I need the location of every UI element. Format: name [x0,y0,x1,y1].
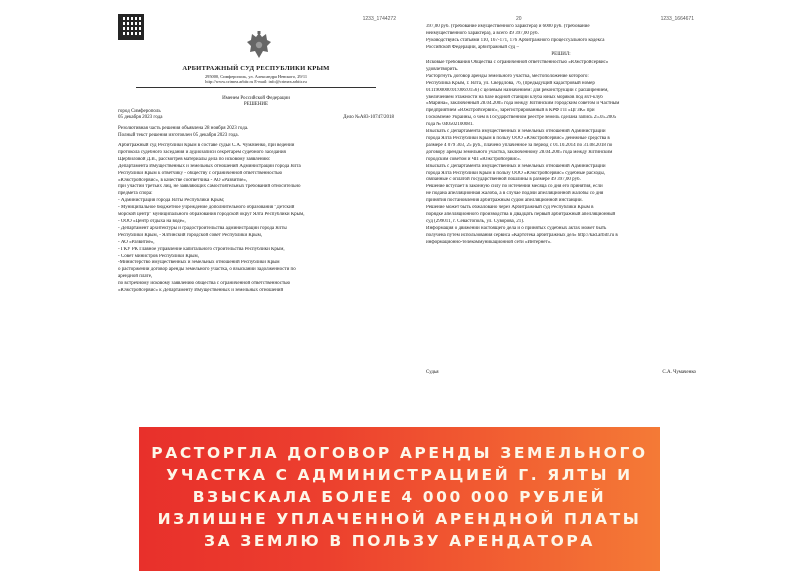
case-meta [118,109,394,114]
text-line: городским советом и ЧП «Южстройсервис». [426,156,522,162]
banner-line: ИЗЛИШНЕ УПЛАЧЕННОЙ АРЕНДНОЙ ПЛАТЫ [157,510,642,528]
text-line: морской центр" муниципального образования городской округ Ялта Республики Крым, [118,212,305,218]
text-line: Щербиловой Д.В., рассмотрев материалы дела по исковому заявлению: [118,156,271,162]
banner-line: ЗА ЗЕМЛЮ В ПОЛЬЗУ АРЕНДАТОРА [204,532,595,550]
resolution-note: Резолютивная часть решения объявлена 28 ноября 2023 года. Полный текст решения изготовлен 05 декабря 2023 года. [118,126,249,138]
text-line: Департамента Имущественных и земельных отношений Администрации города Ялта [118,163,301,169]
text-line: связанные с оплатой государственной пошлины в размере 49 397,00 руб. [426,177,581,183]
text-line: увеличением этажности на базе водной станции клуба юных моряков под яхт-клуб [426,94,603,100]
decision-body-left [118,143,394,295]
text-line: при участии третьих лиц, не заявляющих самостоятельных требований относительно [118,184,301,190]
text-line: удовлетворить. [426,66,459,72]
text-line: Руководствуясь статьями 110, 167-171, 176 Арбитражного процессуального кодекса [426,37,605,43]
text-line: Решение вступает в законную силу по истечении месяца со дня его принятия, если [426,184,603,190]
court-address: 295000, Симферополь, ул. Александра Невского, 29/11 http://www.crimea.arbitr.ru E-mail: info@crimea.arbitr.ru [204,74,308,84]
text-line: порядке апелляционного производства в Двадцать первый арбитражный апелляционный [426,211,616,217]
banner-line: РАСТОРГЛА ДОГОВОР АРЕНДЫ ЗЕМЕЛЬНОГО [151,444,648,462]
page-code: 1233_1664671 [660,16,694,22]
text-line: «Южстройсервис», в качестве соответчика - АО «Развитие», [118,177,248,183]
page-number: 20 [516,16,522,22]
document-page-left [106,0,406,420]
text-line: предприятием «Южстройсервис», зарегистрированный в КРФ ГП «ЦГЗК» при [426,108,595,114]
city: город Симферополь [118,109,161,114]
decision-body-right-top [426,24,696,52]
text-line: 0111900000:01:006:0156) с целевым назначением: для реконструкции с расширением, [426,87,609,93]
text-line: - АО «Развитие», [118,239,155,245]
court-title: АРБИТРАЖНЫЙ СУД РЕСПУБЛИКИ КРЫМ [182,65,330,72]
text-line: Взыскать с Департамента имущественных и земельных отношений Администрации [426,129,606,135]
text-line: - ГКУ РК Главное управление капитального строительства Республики Крым, [118,246,285,252]
page-number: 1233_1744272 [362,16,396,22]
text-line: Взыскать с Департамента имущественных и земельных отношений Администрации [426,163,606,169]
text-line: протокола судебного заседания и аудиозаписи секретарем судебного заседания [118,149,286,155]
text-line: - ООО «Центр отдыха на воде», [118,218,186,224]
text-line: Расторгнуть договор аренды земельного участка, местоположение которого: [426,73,589,79]
text-line: Республика Крым, г. Ялта, ул. Свердлова, 76, (предыдущий кадастровый номер [426,80,595,86]
text-line: арендной плате, [118,274,153,280]
headline-banner [139,427,660,571]
text-line: Решение может быть обжаловано через Арбитражный суд Республики Крым в [426,205,594,211]
decision-date: 05 декабря 2023 года [118,115,163,120]
text-line: принятия постановления арбитражным судом апелляционной инстанции. [426,198,583,204]
text-line: города Ялта Республики Крым в пользу ООО «Южстройсервис» судебные расходы, [426,170,606,176]
text-line: предмета спора: [118,191,153,197]
text-line: «Марина», заключенный 28.04.2005 года между Ялтинским городским советом и Частным [426,101,620,107]
text-line: - Совет министров Республики Крым, [118,253,199,259]
text-line: суд (299011, г. Севастополь, ул. Суворова, 21). [426,218,525,224]
text-line: - Администрация города Ялты Республики Крым; [118,198,225,204]
case-number: Дело №А83-10747/2018 [343,115,394,120]
coat-of-arms-icon [246,30,272,62]
text-line: Российской Федерации, арбитражный суд – [426,44,519,50]
text-line: о расторжении договор аренды земельного участка, о взыскании задолженности по [118,267,296,273]
text-line: города Ялта Республики Крым в пользу ООО «Южстройсервис» денежные средства в [426,135,610,141]
resolved-heading: РЕШИЛ: [551,52,571,57]
text-line: размере 4 079 303, 25 руб., плачено уплаченное за период с 01.10.2014 по 31.08.2018 по [426,142,613,148]
text-line: - Департамент архитектуры и градостроительства администрации города Ялты [118,225,287,231]
text-line: Информация о движении настоящего дела и о принятых судебных актах может быть [426,225,607,231]
decision-body-right [426,60,696,246]
decision-heading: Именем Российской Федерации РЕШЕНИЕ [222,96,290,107]
text-line: договору аренды земельного участка, заключенному 28.04.2005 года между Ялтинским [426,149,613,155]
document-page-right [418,0,702,420]
judge-name: С.А. Чумаченко [662,370,696,375]
text-line: не подана апелляционная жалоба, а в случае подачи апелляционной жалобы со дня [426,191,604,197]
case-meta-date [118,115,394,120]
text-line: - Муниципальное бюджетное учреждение дополнительного образования "Детский [118,205,295,211]
text-line: Госкомземе Украины, о чем в Государственном реестре земель сделана запись 25.05.2005 [426,115,617,121]
text-line: информационно-телекоммуникационной сети «Интернет». [426,239,552,245]
banner-line: УЧАСТКА С АДМИНИСТРАЦИЕЙ Г. ЯЛТЫ И [166,466,633,484]
text-line: года № 040502100081. [426,122,474,128]
judge-label: Судья [426,370,439,375]
text-line: Арбитражный суд Республики Крым в составе судьи С.А. Чумаченко, при ведении [118,143,295,148]
banner-line: ВЗЫСКАЛА БОЛЕЕ 4 000 000 РУБЛЕЙ [192,488,607,506]
text-line: 397,00 руб. (требование имущественного характера) и 6000 руб. (требование [426,24,590,29]
divider [136,87,376,88]
text-line: по встречному исковому заявлению общества с ограниченной ответственностью [118,281,291,287]
text-line: Республики Крым, - Ялтинский городской совет Республики Крым, [118,232,263,238]
text-line: получена путем использования сервиса «Картотека арбитражных дел» http://kad.arbitr.ru в [426,232,618,238]
qr-code-icon [118,14,144,40]
text-line: Исковые требования Общества с ограниченной ответственностью «Южстройсервис» [426,60,609,65]
text-line: Республики Крым к ответчику - обществу с ограниченной ответственностью [118,170,283,176]
text-line: «Южстройсервис» к Департаменту Имущественных и земельных отношений [118,288,284,294]
text-line: неимущественного характера), а всего 49 397,00 руб. [426,30,539,36]
text-line: -Министерство имущественных и земельных отношений Республики Крым [118,260,280,266]
signature-row [426,370,696,375]
